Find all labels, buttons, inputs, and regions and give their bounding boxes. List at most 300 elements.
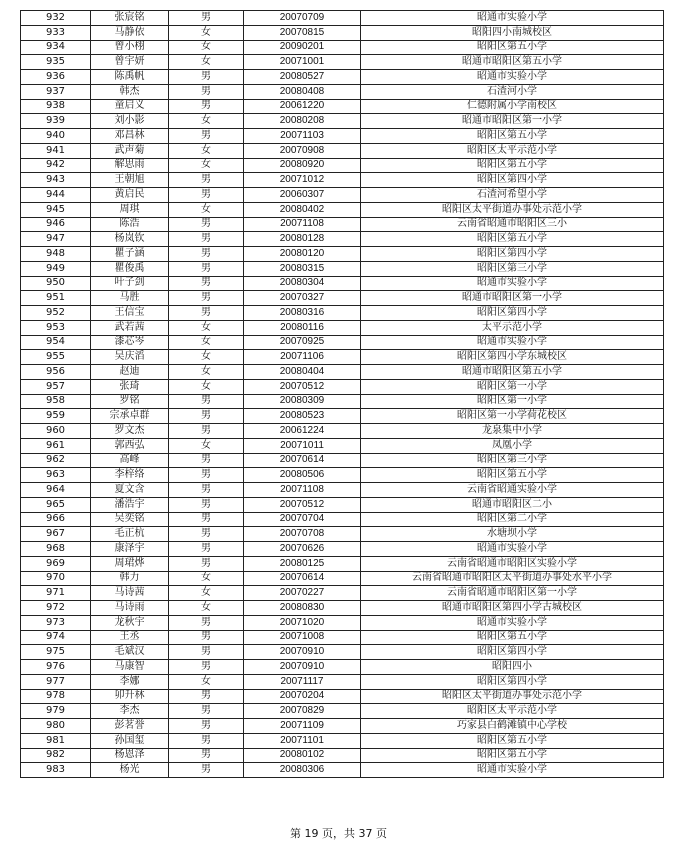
student-name-cell: 康泽宇 — [91, 542, 169, 557]
birth-date-cell: 20070925 — [244, 335, 361, 350]
school-name-cell: 云南省昭通实验小学 — [361, 483, 664, 498]
school-name-cell: 凤凰小学 — [361, 438, 664, 453]
student-name-cell: 周珺烨 — [91, 556, 169, 571]
gender-cell: 男 — [169, 261, 244, 276]
student-name-cell: 武若茜 — [91, 320, 169, 335]
row-number-cell: 941 — [21, 143, 91, 158]
row-number-cell: 936 — [21, 70, 91, 85]
student-name-cell: 王丞 — [91, 630, 169, 645]
gender-cell: 男 — [169, 483, 244, 498]
student-name-cell: 解思雨 — [91, 158, 169, 173]
student-name-cell: 罗文杰 — [91, 424, 169, 439]
row-number-cell: 952 — [21, 306, 91, 321]
row-number-cell: 965 — [21, 497, 91, 512]
gender-cell: 男 — [169, 173, 244, 188]
table-row — [21, 114, 664, 129]
student-name-cell: 高峰 — [91, 453, 169, 468]
page-number: 第 19 页，共 37 页 — [290, 827, 387, 840]
school-name-cell: 云南省昭通市昭阳区太平街道办事处水平小学 — [361, 571, 664, 586]
gender-cell: 女 — [169, 601, 244, 616]
school-name-cell: 昭阳区太平街道办事处示范小学 — [361, 689, 664, 704]
row-number-cell: 961 — [21, 438, 91, 453]
student-name-cell: 马静依 — [91, 25, 169, 40]
row-number-cell: 955 — [21, 350, 91, 365]
birth-date-cell: 20070626 — [244, 542, 361, 557]
birth-date-cell: 20080309 — [244, 394, 361, 409]
student-name-cell: 韩力 — [91, 571, 169, 586]
gender-cell: 男 — [169, 232, 244, 247]
birth-date-cell: 20070910 — [244, 660, 361, 675]
student-table — [20, 10, 664, 778]
birth-date-cell: 20080208 — [244, 114, 361, 129]
table-row — [21, 689, 664, 704]
table-row — [21, 11, 664, 26]
row-number-cell: 967 — [21, 527, 91, 542]
student-name-cell: 李梓络 — [91, 468, 169, 483]
row-number-cell: 983 — [21, 763, 91, 778]
table-row — [21, 615, 664, 630]
birth-date-cell: 20070815 — [244, 25, 361, 40]
birth-date-cell: 20080506 — [244, 468, 361, 483]
birth-date-cell: 20080304 — [244, 276, 361, 291]
student-name-cell: 曾小栩 — [91, 40, 169, 55]
row-number-cell: 966 — [21, 512, 91, 527]
row-number-cell: 946 — [21, 217, 91, 232]
school-name-cell: 昭阳四小 — [361, 660, 664, 675]
school-name-cell: 龙泉集中小学 — [361, 424, 664, 439]
table-row — [21, 143, 664, 158]
table-row — [21, 497, 664, 512]
birth-date-cell: 20071001 — [244, 55, 361, 70]
gender-cell: 男 — [169, 527, 244, 542]
table-row — [21, 173, 664, 188]
row-number-cell: 958 — [21, 394, 91, 409]
birth-date-cell: 20071008 — [244, 630, 361, 645]
table-row — [21, 556, 664, 571]
gender-cell: 女 — [169, 143, 244, 158]
student-name-cell: 周琪 — [91, 202, 169, 217]
school-name-cell: 昭阳区第三小学 — [361, 453, 664, 468]
school-name-cell: 昭通市昭阳区第四小学古城校区 — [361, 601, 664, 616]
table-row — [21, 84, 664, 99]
school-name-cell: 昭通市昭阳区第一小学 — [361, 291, 664, 306]
birth-date-cell: 20070327 — [244, 291, 361, 306]
table-row — [21, 601, 664, 616]
school-name-cell: 石渣河小学 — [361, 84, 664, 99]
row-number-cell: 972 — [21, 601, 91, 616]
table-row — [21, 468, 664, 483]
school-name-cell: 昭阳区第一小学 — [361, 394, 664, 409]
row-number-cell: 980 — [21, 719, 91, 734]
table-row — [21, 763, 664, 778]
school-name-cell: 巧家县白鹤滩镇中心学校 — [361, 719, 664, 734]
birth-date-cell: 20061220 — [244, 99, 361, 114]
table-row — [21, 25, 664, 40]
row-number-cell: 974 — [21, 630, 91, 645]
student-name-cell: 武声菊 — [91, 143, 169, 158]
student-name-cell: 马诗雨 — [91, 601, 169, 616]
school-name-cell: 昭通市实验小学 — [361, 276, 664, 291]
school-name-cell: 昭阳区第四小学 — [361, 247, 664, 262]
student-name-cell: 毛正杭 — [91, 527, 169, 542]
school-name-cell: 仁德附属小学南校区 — [361, 99, 664, 114]
gender-cell: 男 — [169, 615, 244, 630]
row-number-cell: 975 — [21, 645, 91, 660]
table-row — [21, 320, 664, 335]
school-name-cell: 昭阳区第四小学 — [361, 645, 664, 660]
birth-date-cell: 20061224 — [244, 424, 361, 439]
row-number-cell: 976 — [21, 660, 91, 675]
table-row — [21, 542, 664, 557]
table-row — [21, 733, 664, 748]
school-name-cell: 昭阳区第四小学 — [361, 306, 664, 321]
school-name-cell: 昭阳区太平示范小学 — [361, 704, 664, 719]
row-number-cell: 960 — [21, 424, 91, 439]
school-name-cell: 昭阳区第五小学 — [361, 158, 664, 173]
row-number-cell: 968 — [21, 542, 91, 557]
student-name-cell: 陈浩 — [91, 217, 169, 232]
table-row — [21, 512, 664, 527]
row-number-cell: 947 — [21, 232, 91, 247]
row-number-cell: 939 — [21, 114, 91, 129]
row-number-cell: 940 — [21, 129, 91, 144]
row-number-cell: 943 — [21, 173, 91, 188]
gender-cell: 男 — [169, 188, 244, 203]
birth-date-cell: 20080527 — [244, 70, 361, 85]
student-name-cell: 杨光 — [91, 763, 169, 778]
school-name-cell: 昭阳区第五小学 — [361, 630, 664, 645]
birth-date-cell: 20071012 — [244, 173, 361, 188]
student-name-cell: 吴庆滔 — [91, 350, 169, 365]
table-row — [21, 55, 664, 70]
row-number-cell: 954 — [21, 335, 91, 350]
gender-cell: 男 — [169, 704, 244, 719]
table-row — [21, 453, 664, 468]
gender-cell: 女 — [169, 571, 244, 586]
table-row — [21, 129, 664, 144]
birth-date-cell: 20070614 — [244, 571, 361, 586]
row-number-cell: 945 — [21, 202, 91, 217]
table-row — [21, 158, 664, 173]
birth-date-cell: 20080315 — [244, 261, 361, 276]
table-row — [21, 630, 664, 645]
school-name-cell: 昭通市实验小学 — [361, 70, 664, 85]
row-number-cell: 950 — [21, 276, 91, 291]
gender-cell: 男 — [169, 733, 244, 748]
row-number-cell: 953 — [21, 320, 91, 335]
row-number-cell: 981 — [21, 733, 91, 748]
gender-cell: 男 — [169, 468, 244, 483]
gender-cell: 男 — [169, 129, 244, 144]
school-name-cell: 昭通市昭阳区第五小学 — [361, 365, 664, 380]
table-row — [21, 748, 664, 763]
table-row — [21, 645, 664, 660]
gender-cell: 男 — [169, 99, 244, 114]
row-number-cell: 935 — [21, 55, 91, 70]
table-row — [21, 483, 664, 498]
row-number-cell: 982 — [21, 748, 91, 763]
student-name-cell: 郭西弘 — [91, 438, 169, 453]
student-name-cell: 曾宇妍 — [91, 55, 169, 70]
table-row — [21, 571, 664, 586]
birth-date-cell: 20070910 — [244, 645, 361, 660]
gender-cell: 男 — [169, 276, 244, 291]
school-name-cell: 水塘坝小学 — [361, 527, 664, 542]
gender-cell: 女 — [169, 379, 244, 394]
gender-cell: 男 — [169, 542, 244, 557]
birth-date-cell: 20071117 — [244, 674, 361, 689]
student-name-cell: 陈禹帆 — [91, 70, 169, 85]
student-name-cell: 马胜 — [91, 291, 169, 306]
student-name-cell: 毛斌汉 — [91, 645, 169, 660]
student-name-cell: 瞿子涵 — [91, 247, 169, 262]
school-name-cell: 昭通市昭阳区二小 — [361, 497, 664, 512]
student-name-cell: 卯升林 — [91, 689, 169, 704]
gender-cell: 女 — [169, 350, 244, 365]
row-number-cell: 962 — [21, 453, 91, 468]
gender-cell: 男 — [169, 689, 244, 704]
row-number-cell: 977 — [21, 674, 91, 689]
row-number-cell: 944 — [21, 188, 91, 203]
student-name-cell: 王朝旭 — [91, 173, 169, 188]
row-number-cell: 963 — [21, 468, 91, 483]
student-name-cell: 杨岚钦 — [91, 232, 169, 247]
birth-date-cell: 20080316 — [244, 306, 361, 321]
birth-date-cell: 20070512 — [244, 497, 361, 512]
student-name-cell: 杨恩泽 — [91, 748, 169, 763]
gender-cell: 男 — [169, 763, 244, 778]
school-name-cell: 昭通市实验小学 — [361, 11, 664, 26]
row-number-cell: 971 — [21, 586, 91, 601]
school-name-cell: 太平示范小学 — [361, 320, 664, 335]
gender-cell: 男 — [169, 291, 244, 306]
row-number-cell: 973 — [21, 615, 91, 630]
birth-date-cell: 20080402 — [244, 202, 361, 217]
birth-date-cell: 20080120 — [244, 247, 361, 262]
table-row — [21, 217, 664, 232]
school-name-cell: 昭阳区第五小学 — [361, 468, 664, 483]
student-name-cell: 潘浩宇 — [91, 497, 169, 512]
row-number-cell: 932 — [21, 11, 91, 26]
student-name-cell: 孙国玺 — [91, 733, 169, 748]
gender-cell: 男 — [169, 660, 244, 675]
gender-cell: 男 — [169, 409, 244, 424]
table-row — [21, 202, 664, 217]
row-number-cell: 979 — [21, 704, 91, 719]
gender-cell: 女 — [169, 25, 244, 40]
birth-date-cell: 20070908 — [244, 143, 361, 158]
school-name-cell: 昭阳区第四小学 — [361, 674, 664, 689]
table-row — [21, 527, 664, 542]
gender-cell: 男 — [169, 512, 244, 527]
school-name-cell: 昭阳区太平示范小学 — [361, 143, 664, 158]
student-name-cell: 童启义 — [91, 99, 169, 114]
table-row — [21, 365, 664, 380]
birth-date-cell: 20080102 — [244, 748, 361, 763]
birth-date-cell: 20080920 — [244, 158, 361, 173]
row-number-cell: 934 — [21, 40, 91, 55]
gender-cell: 男 — [169, 497, 244, 512]
gender-cell: 男 — [169, 247, 244, 262]
student-name-cell: 李杰 — [91, 704, 169, 719]
birth-date-cell: 20071011 — [244, 438, 361, 453]
row-number-cell: 969 — [21, 556, 91, 571]
gender-cell: 男 — [169, 556, 244, 571]
table-row — [21, 438, 664, 453]
birth-date-cell: 20071020 — [244, 615, 361, 630]
student-name-cell: 瞿俊禹 — [91, 261, 169, 276]
birth-date-cell: 20080128 — [244, 232, 361, 247]
student-name-cell: 刘小影 — [91, 114, 169, 129]
student-name-cell: 马诗茜 — [91, 586, 169, 601]
birth-date-cell: 20070704 — [244, 512, 361, 527]
table-row — [21, 379, 664, 394]
birth-date-cell: 20070614 — [244, 453, 361, 468]
school-name-cell: 云南省昭通市昭阳区实验小学 — [361, 556, 664, 571]
school-name-cell: 昭阳区第四小学东城校区 — [361, 350, 664, 365]
gender-cell: 女 — [169, 674, 244, 689]
birth-date-cell: 20090201 — [244, 40, 361, 55]
table-row — [21, 306, 664, 321]
school-name-cell: 昭通市实验小学 — [361, 615, 664, 630]
school-name-cell: 昭阳区第四小学 — [361, 173, 664, 188]
gender-cell: 男 — [169, 217, 244, 232]
gender-cell: 女 — [169, 55, 244, 70]
row-number-cell: 959 — [21, 409, 91, 424]
student-name-cell: 龙秋宇 — [91, 615, 169, 630]
gender-cell: 女 — [169, 365, 244, 380]
school-name-cell: 昭阳区第五小学 — [361, 748, 664, 763]
student-name-cell: 李娜 — [91, 674, 169, 689]
birth-date-cell: 20071101 — [244, 733, 361, 748]
birth-date-cell: 20070709 — [244, 11, 361, 26]
table-row — [21, 335, 664, 350]
school-name-cell: 昭阳区第一小学 — [361, 379, 664, 394]
birth-date-cell: 20080523 — [244, 409, 361, 424]
birth-date-cell: 20060307 — [244, 188, 361, 203]
table-row — [21, 660, 664, 675]
birth-date-cell: 20071109 — [244, 719, 361, 734]
birth-date-cell: 20070708 — [244, 527, 361, 542]
table-row — [21, 70, 664, 85]
student-name-cell: 罗铭 — [91, 394, 169, 409]
school-name-cell: 昭通市昭阳区第一小学 — [361, 114, 664, 129]
school-name-cell: 昭通市实验小学 — [361, 542, 664, 557]
table-row — [21, 394, 664, 409]
school-name-cell: 云南省昭通市昭阳区三小 — [361, 217, 664, 232]
birth-date-cell: 20080830 — [244, 601, 361, 616]
birth-date-cell: 20070204 — [244, 689, 361, 704]
gender-cell: 女 — [169, 114, 244, 129]
gender-cell: 男 — [169, 84, 244, 99]
student-name-cell: 彭茗誉 — [91, 719, 169, 734]
school-name-cell: 昭阳区第五小学 — [361, 232, 664, 247]
student-table-body — [21, 11, 664, 778]
gender-cell: 女 — [169, 335, 244, 350]
birth-date-cell: 20071106 — [244, 350, 361, 365]
table-row — [21, 674, 664, 689]
row-number-cell: 978 — [21, 689, 91, 704]
gender-cell: 男 — [169, 719, 244, 734]
gender-cell: 男 — [169, 630, 244, 645]
row-number-cell: 938 — [21, 99, 91, 114]
table-row — [21, 586, 664, 601]
gender-cell: 女 — [169, 158, 244, 173]
school-name-cell: 昭阳区第三小学 — [361, 261, 664, 276]
birth-date-cell: 20071108 — [244, 483, 361, 498]
school-name-cell: 昭通市实验小学 — [361, 335, 664, 350]
row-number-cell: 949 — [21, 261, 91, 276]
school-name-cell: 昭阳区太平街道办事处示范小学 — [361, 202, 664, 217]
table-row — [21, 40, 664, 55]
student-name-cell: 叶子剑 — [91, 276, 169, 291]
birth-date-cell: 20070829 — [244, 704, 361, 719]
student-name-cell: 黄启民 — [91, 188, 169, 203]
table-row — [21, 276, 664, 291]
row-number-cell: 964 — [21, 483, 91, 498]
student-name-cell: 马康智 — [91, 660, 169, 675]
school-name-cell: 昭通市昭阳区第五小学 — [361, 55, 664, 70]
school-name-cell: 昭阳区第五小学 — [361, 40, 664, 55]
table-row — [21, 704, 664, 719]
row-number-cell: 956 — [21, 365, 91, 380]
gender-cell: 男 — [169, 70, 244, 85]
row-number-cell: 951 — [21, 291, 91, 306]
table-row — [21, 409, 664, 424]
school-name-cell: 昭阳区第二小学 — [361, 512, 664, 527]
row-number-cell: 937 — [21, 84, 91, 99]
gender-cell: 男 — [169, 11, 244, 26]
row-number-cell: 942 — [21, 158, 91, 173]
table-row — [21, 247, 664, 262]
birth-date-cell: 20070227 — [244, 586, 361, 601]
gender-cell: 男 — [169, 453, 244, 468]
birth-date-cell: 20080116 — [244, 320, 361, 335]
table-row — [21, 291, 664, 306]
table-row — [21, 350, 664, 365]
birth-date-cell: 20080306 — [244, 763, 361, 778]
gender-cell: 女 — [169, 202, 244, 217]
gender-cell: 男 — [169, 394, 244, 409]
gender-cell: 男 — [169, 645, 244, 660]
gender-cell: 女 — [169, 40, 244, 55]
student-name-cell: 吴奕铭 — [91, 512, 169, 527]
table-row — [21, 99, 664, 114]
table-row — [21, 424, 664, 439]
student-name-cell: 宗承卓群 — [91, 409, 169, 424]
row-number-cell: 948 — [21, 247, 91, 262]
gender-cell: 男 — [169, 424, 244, 439]
gender-cell: 女 — [169, 320, 244, 335]
table-row — [21, 232, 664, 247]
student-name-cell: 张琦 — [91, 379, 169, 394]
student-name-cell: 夏文含 — [91, 483, 169, 498]
student-name-cell: 韩杰 — [91, 84, 169, 99]
gender-cell: 男 — [169, 748, 244, 763]
table-row — [21, 188, 664, 203]
student-name-cell: 邓昌林 — [91, 129, 169, 144]
birth-date-cell: 20080408 — [244, 84, 361, 99]
birth-date-cell: 20080404 — [244, 365, 361, 380]
student-name-cell: 张宸铭 — [91, 11, 169, 26]
school-name-cell: 昭阳四小南城校区 — [361, 25, 664, 40]
student-name-cell: 王信宝 — [91, 306, 169, 321]
row-number-cell: 933 — [21, 25, 91, 40]
school-name-cell: 云南省昭通市昭阳区第一小学 — [361, 586, 664, 601]
row-number-cell: 957 — [21, 379, 91, 394]
student-name-cell: 漆芯岑 — [91, 335, 169, 350]
school-name-cell: 昭通市实验小学 — [361, 763, 664, 778]
